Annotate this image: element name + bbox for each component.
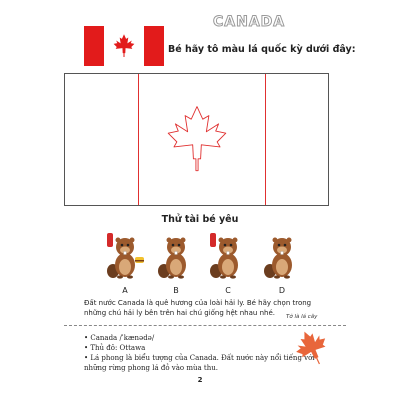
option-label-a: A [122,286,128,295]
flag-red-band-right [144,26,164,66]
option-label-c: C [225,286,231,295]
beaver-icon[interactable] [208,231,248,281]
beaver-icon[interactable] [105,231,145,281]
flag-white-center [104,26,144,66]
facts-list [84,333,316,373]
page-number: 2 [197,376,203,384]
quiz-question: Đất nước Canada là quê hương của loài hải ly. Bé hãy chọn trong những chú hải ly bên trên hai chú giống hệt nhau nhé. [84,299,312,317]
fact-maple: • Lá phong là biểu tượng của Canada. Đất nước này nổi tiếng với những rừng phong lá đỏ vào mùa thu. [84,354,315,372]
handwritten-note: Tớ là lá cây [286,314,318,320]
quiz-title: Thử tài bé yêu [161,214,239,225]
flag-divider-left [138,74,139,205]
option-label-d: D [278,286,286,295]
beaver-icon[interactable] [262,231,302,281]
fact-pronunciation: • Canada /ˈkænədə/ [84,334,155,342]
maple-leaf-icon [111,33,137,59]
maple-leaf-icon [292,328,332,368]
flag-divider-right [265,74,266,205]
maple-leaf-outline-icon [161,94,233,184]
coloring-instruction: Bé hãy tô màu lá quốc kỳ dưới đây: [168,44,356,55]
flag-red-band-left [84,26,104,66]
fact-capital: • Thủ đô: Ottawa [84,344,146,352]
canada-flag-icon [84,26,164,66]
dashed-divider [64,325,346,326]
coloring-flag-outline[interactable] [64,73,329,206]
page-title: CANADA [213,14,286,30]
beaver-icon[interactable] [156,231,196,281]
option-label-b: B [173,286,179,295]
